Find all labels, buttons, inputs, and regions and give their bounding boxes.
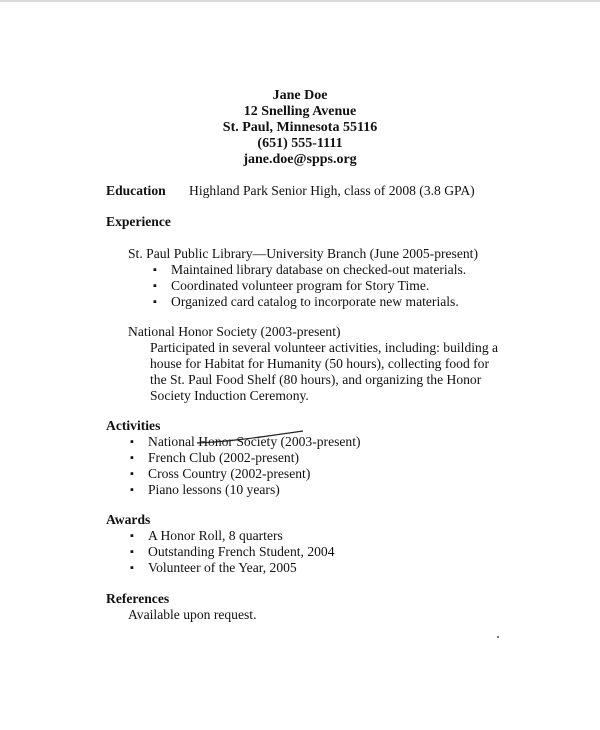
bullet-icon: ▪ <box>130 546 134 558</box>
activities-heading: Activities <box>106 418 161 433</box>
bullet-icon: ▪ <box>130 530 134 542</box>
job2-line-3: the St. Paul Food Shelf (80 hours), and organizing the Honor <box>150 372 482 387</box>
activity-item-2: French Club (2002-present) <box>148 450 300 465</box>
job1-bullet-2: Coordinated volunteer program for Story Time. <box>171 278 430 293</box>
job2-title: National Honor Society (2003-present) <box>128 324 341 339</box>
bullet-icon: ▪ <box>153 280 157 292</box>
bullet-icon: ▪ <box>153 264 157 276</box>
job1-bullet-3: Organized card catalog to incorporate new materials. <box>171 294 459 309</box>
bullet-icon: ▪ <box>130 468 134 480</box>
experience-heading: Experience <box>106 214 171 229</box>
education-text: Highland Park Senior High, class of 2008 (3.8 GPA) <box>189 183 475 198</box>
job2-line-1: Participated in several volunteer activities, including: building a <box>150 340 499 355</box>
education-heading: Education <box>106 183 166 198</box>
awards-heading: Awards <box>106 512 151 527</box>
email-address: jane.doe@spps.org <box>243 152 357 167</box>
award-item-3: Volunteer of the Year, 2005 <box>148 560 297 575</box>
bullet-icon: ▪ <box>153 296 157 308</box>
address-street: 12 Snelling Avenue <box>243 104 357 119</box>
bullet-icon: ▪ <box>130 562 134 574</box>
resume-name: Jane Doe <box>272 88 328 103</box>
activity-item-4: Piano lessons (10 years) <box>148 482 280 497</box>
bullet-icon: ▪ <box>130 484 134 496</box>
bullet-icon: ▪ <box>130 436 134 448</box>
stray-mark <box>497 636 499 638</box>
job1-title: St. Paul Public Library—University Branch (June 2005-present) <box>128 246 478 261</box>
phone-number: (651) 555-1111 <box>257 136 343 151</box>
references-text: Available upon request. <box>128 607 257 622</box>
address-city: St. Paul, Minnesota 55116 <box>222 120 378 135</box>
award-item-2: Outstanding French Student, 2004 <box>148 544 335 559</box>
activity-item-1: National Honor Society (2003-present) <box>148 434 361 449</box>
strike-mark <box>195 430 305 446</box>
bullet-icon: ▪ <box>130 452 134 464</box>
job2-line-2: house for Habitat for Humanity (50 hours), collecting food for <box>150 356 490 371</box>
page-top-edge <box>0 0 600 2</box>
job1-bullet-1: Maintained library database on checked-out materials. <box>171 262 467 277</box>
award-item-1: A Honor Roll, 8 quarters <box>148 528 283 543</box>
references-heading: References <box>106 591 170 606</box>
activity-item-3: Cross Country (2002-present) <box>148 466 311 481</box>
job2-line-4: Society Induction Ceremony. <box>150 388 309 403</box>
